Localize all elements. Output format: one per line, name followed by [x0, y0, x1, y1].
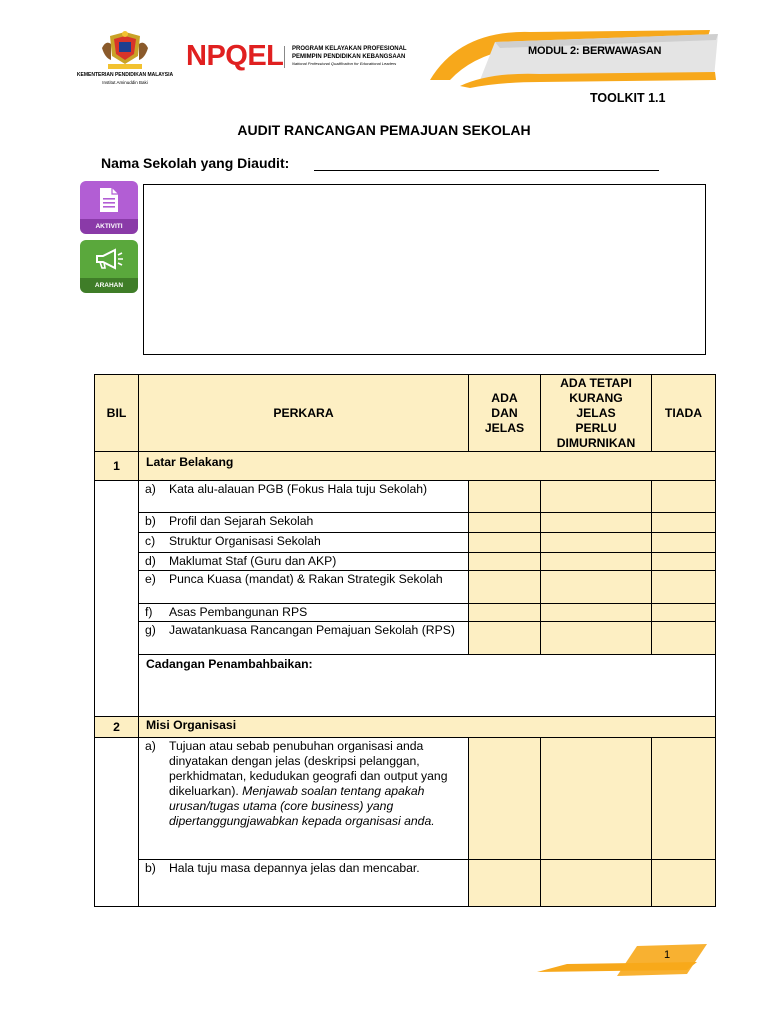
- module-banner-shape: [420, 28, 720, 88]
- check-ada-cell[interactable]: [469, 533, 541, 553]
- table-row: [95, 860, 716, 907]
- header-tiada: TIADA: [652, 375, 716, 452]
- item-text: Profil dan Sejarah Sekolah: [169, 514, 314, 528]
- item-text: [169, 739, 462, 829]
- school-name-label: Nama Sekolah yang Diaudit:: [101, 155, 290, 171]
- check-ada-cell[interactable]: [469, 860, 541, 907]
- item-text: Struktur Organisasi Sekolah: [169, 534, 321, 548]
- bil-spacer-cell: [95, 481, 139, 717]
- header-ada-dan-jelas: [469, 375, 541, 452]
- item-letter: a): [145, 482, 156, 496]
- arahan-badge: [80, 240, 138, 293]
- header-kurang-line1: ADA TETAPI: [560, 375, 632, 390]
- header-jelas-line: JELAS: [484, 420, 525, 435]
- header-kurang-line5: DIMURNIKAN: [556, 435, 636, 450]
- item-letter: d): [145, 554, 156, 568]
- check-tiada-cell[interactable]: [652, 738, 716, 860]
- item-text: Asas Pembangunan RPS: [169, 605, 308, 619]
- item-text-italic: Menjawab soalan tentang apakah urusan/tugas utama (core business) yang dipertanggungjawabkan kepada organisasi anda.: [169, 784, 435, 828]
- aktiviti-label: AKTIVITI: [80, 219, 138, 234]
- header-dan-line: DAN: [491, 405, 518, 420]
- item-letter: a): [145, 739, 156, 753]
- ministry-crest-logo: [100, 30, 150, 72]
- bil-spacer-cell: [95, 738, 139, 907]
- item-text: Maklumat Staf (Guru dan AKP): [169, 554, 337, 568]
- check-ada-cell[interactable]: [469, 622, 541, 655]
- section-number: 1: [95, 452, 139, 481]
- header-perkara: PERKARA: [139, 375, 469, 452]
- item-letter: e): [145, 572, 156, 586]
- ministry-name: [70, 72, 180, 86]
- table-row: [95, 571, 716, 604]
- npqel-logo: NPQEL: [186, 40, 284, 72]
- item-text-normal: Tujuan atau sebab penubuhan organisasi anda dinyatakan dengan jelas (deskripsi pelanggan, perkhidmatan, kedudukan geografi dan output yang dikeluarkan).: [169, 739, 448, 798]
- check-ada-cell[interactable]: [469, 513, 541, 533]
- check-tiada-cell[interactable]: [652, 860, 716, 907]
- npqel-line2: PEMIMPIN PENDIDIKAN KEBANGSAAN: [292, 53, 406, 60]
- check-kurang-cell[interactable]: [541, 571, 652, 604]
- npqel-line1: PROGRAM KELAYAKAN PROFESIONAL: [292, 46, 407, 52]
- item-letter: b): [145, 514, 156, 528]
- section-row-latar-belakang: [95, 452, 716, 481]
- section-title: Latar Belakang: [139, 452, 716, 481]
- footer-decoration: [537, 942, 707, 978]
- institute-name-text: Institut Aminuddin Baki: [102, 80, 148, 85]
- ministry-name-text: KEMENTERIAN PENDIDIKAN MALAYSIA: [76, 72, 174, 78]
- toolkit-label: TOOLKIT 1.1: [590, 91, 666, 105]
- check-kurang-cell[interactable]: [541, 604, 652, 622]
- npqel-divider: [284, 46, 285, 68]
- item-text: Punca Kuasa (mandat) & Rakan Strategik Sekolah: [169, 572, 443, 586]
- check-kurang-cell[interactable]: [541, 738, 652, 860]
- cadangan-row: [95, 655, 716, 717]
- check-ada-cell[interactable]: [469, 738, 541, 860]
- aktiviti-badge: [80, 181, 138, 234]
- cadangan-penambahbaikan-field[interactable]: Cadangan Penambahbaikan:: [139, 655, 716, 717]
- section-title: Misi Organisasi: [139, 717, 716, 738]
- arahan-label: ARAHAN: [80, 278, 138, 293]
- check-kurang-cell[interactable]: [541, 481, 652, 513]
- item-cell: [139, 571, 469, 604]
- module-title: MODUL 2: BERWAWASAN: [528, 45, 662, 57]
- header-kurang-line2: KURANG: [569, 390, 623, 405]
- item-cell: [139, 738, 469, 860]
- document-icon: [80, 181, 138, 219]
- page-title: AUDIT RANCANGAN PEMAJUAN SEKOLAH: [237, 122, 531, 138]
- item-cell: [139, 481, 469, 513]
- megaphone-icon: [80, 240, 138, 278]
- check-ada-cell[interactable]: [469, 571, 541, 604]
- item-cell: [139, 533, 469, 553]
- check-tiada-cell[interactable]: [652, 622, 716, 655]
- item-cell: [139, 604, 469, 622]
- item-letter: c): [145, 534, 156, 548]
- table-row: [95, 553, 716, 571]
- table-row: [95, 481, 716, 513]
- check-tiada-cell[interactable]: [652, 571, 716, 604]
- table-row: [95, 533, 716, 553]
- table-row: [95, 513, 716, 533]
- check-kurang-cell[interactable]: [541, 513, 652, 533]
- check-kurang-cell[interactable]: [541, 533, 652, 553]
- check-tiada-cell[interactable]: [652, 481, 716, 513]
- table-row: [95, 622, 716, 655]
- header-kurang-line4: PERLU: [575, 420, 617, 435]
- item-text: Kata alu-alauan PGB (Fokus Hala tuju Sekolah): [169, 482, 428, 496]
- table-header-row: [95, 375, 716, 452]
- item-cell: [139, 860, 469, 907]
- page-number: 1: [664, 949, 671, 961]
- audit-table: [94, 374, 716, 907]
- item-text: Jawatankuasa Rancangan Pemajuan Sekolah (RPS): [169, 623, 455, 637]
- header-ada-line: ADA: [491, 390, 518, 405]
- item-letter: b): [145, 861, 156, 875]
- npqel-line3: National Professional Qualification for Educational Leaders: [292, 61, 397, 66]
- item-letter: f): [145, 605, 153, 619]
- check-kurang-cell[interactable]: [541, 622, 652, 655]
- header-kurang-line3: JELAS: [576, 405, 616, 420]
- check-tiada-cell[interactable]: [652, 513, 716, 533]
- check-ada-cell[interactable]: [469, 604, 541, 622]
- table-row: [95, 604, 716, 622]
- header-bil: BIL: [95, 375, 139, 452]
- item-cell: [139, 622, 469, 655]
- school-name-field-line[interactable]: [314, 170, 659, 171]
- header-ada-tetapi-kurang: [541, 375, 652, 452]
- item-text: Hala tuju masa depannya jelas dan mencabar.: [169, 861, 420, 875]
- check-tiada-cell[interactable]: [652, 553, 716, 571]
- check-kurang-cell[interactable]: [541, 553, 652, 571]
- check-ada-cell[interactable]: [469, 553, 541, 571]
- instruction-box: [143, 184, 706, 355]
- check-kurang-cell[interactable]: [541, 860, 652, 907]
- check-ada-cell[interactable]: [469, 481, 541, 513]
- table-row: [95, 738, 716, 860]
- item-cell: [139, 513, 469, 533]
- check-tiada-cell[interactable]: [652, 533, 716, 553]
- section-row-misi-organisasi: [95, 717, 716, 738]
- check-tiada-cell[interactable]: [652, 604, 716, 622]
- section-number: 2: [95, 717, 139, 738]
- item-letter: g): [145, 623, 156, 637]
- item-cell: [139, 553, 469, 571]
